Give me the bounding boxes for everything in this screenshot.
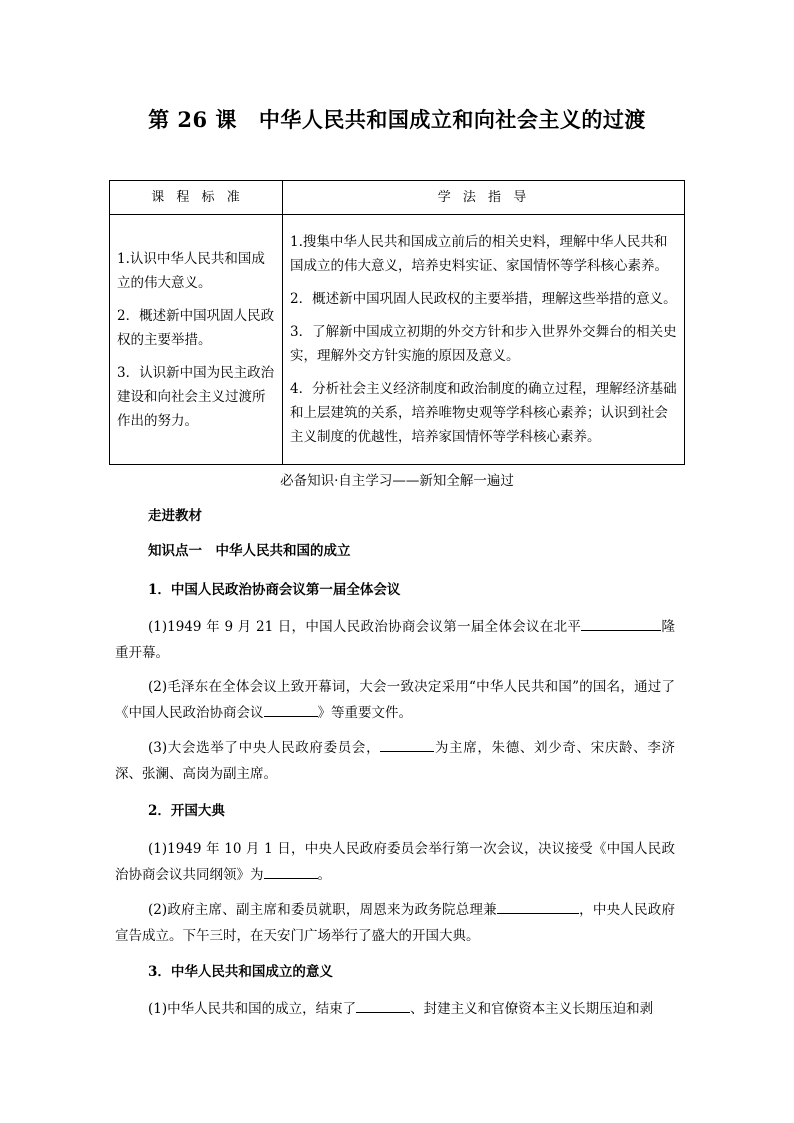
standard-item: 1.认识中华人民共和国成立的伟大意义。 — [117, 250, 265, 291]
para-text: 。 — [317, 867, 331, 883]
para-text: (2)政府主席、副主席和委员就职，周恩来为政务院总理兼 — [148, 902, 497, 918]
table-row — [110, 215, 685, 465]
knowledge-point-title: 知识点一 中华人民共和国的成立 — [148, 543, 351, 559]
para-text: (1)1949 年 9 月 21 日，中国人民政治协商会议第一届全体会议在北平 — [148, 619, 582, 635]
para-text: (1)中华人民共和国的成立，结束了 — [148, 1001, 357, 1017]
sub1-para2 — [115, 674, 675, 726]
para-text: 、封建主义和官僚资本主义长期压迫和剥 — [410, 1001, 654, 1017]
guidance-cell — [283, 215, 685, 465]
standard-item: 3．认识新中国为民主政治建设和向社会主义过渡所作出的努力。 — [117, 364, 275, 429]
sub1-para1 — [115, 614, 675, 666]
sub2-para2 — [115, 897, 675, 949]
guidance-item: 2．概述新中国巩固人民政权的主要举措，理解这些举措的意义。 — [290, 291, 677, 307]
section-header: 必备知识·自主学习——新知全解一遍过 — [280, 473, 514, 489]
sub1-para3 — [115, 735, 675, 787]
lesson-heading: 中华人民共和国成立和向社会主义的过渡 — [258, 107, 646, 132]
intro-heading: 走进教材 — [148, 508, 202, 524]
para-text: 为主席，朱德、刘少奇、宋庆龄、李济深、张澜、高岗为副主席。 — [115, 740, 676, 782]
lesson-number: 第 26 课 — [148, 107, 237, 132]
para-text: 隆重开幕。 — [115, 619, 676, 661]
standards-cell — [110, 215, 283, 465]
table-header-row — [110, 181, 685, 215]
guidance-item: 1.搜集中华人民共和国成立前后的相关史料，理解中华人民共和国成立的伟大意义，培养史料实证、家国情怀等学科核心素养。 — [290, 234, 668, 274]
page-title — [0, 104, 794, 134]
standard-item: 2．概述新中国巩固人民政权的主要举措。 — [117, 307, 275, 348]
fill-blank[interactable] — [581, 615, 661, 631]
para-text: (1)1949 年 10 月 1 日，中央人民政府委员会举行第一次会议，决议接受《中国人民政治协商会议共同纲领》为 — [115, 841, 675, 883]
header-standards: 课 程 标 准 — [110, 181, 283, 215]
sub3-para1 — [115, 996, 675, 1022]
guidance-item: 4．分析社会主义经济制度和政治制度的确立过程，理解经济基础和上层建筑的关系，培养唯物史观等学科核心素养；认识到社会主义制度的优越性，培养家国情怀等学科核心素养。 — [290, 381, 677, 445]
fill-blank[interactable] — [356, 997, 410, 1013]
para-text: 》等重要文件。 — [317, 705, 412, 721]
para-text: (3)大会选举了中央人民政府委员会， — [148, 740, 381, 756]
fill-blank[interactable] — [497, 898, 579, 914]
sub3-title: 3．中华人民共和国成立的意义 — [148, 964, 333, 980]
para-text: ，中央人民政府宣告成立。下午三时，在天安门广场举行了盛大的开国大典。 — [115, 902, 676, 944]
sub2-para1 — [115, 836, 675, 888]
header-guidance: 学 法 指 导 — [283, 181, 685, 215]
fill-blank[interactable] — [264, 701, 318, 717]
para-text: (2)毛泽东在全体会议上致开幕词，大会一致决定采用“中华人民共和国”的国名，通过了《中国人民政治协商会议 — [115, 679, 675, 721]
curriculum-table — [109, 180, 685, 465]
guidance-item: 3．了解新中国成立初期的外交方针和步入世界外交舞台的相关史实，理解外交方针实施的原因及意义。 — [290, 324, 677, 364]
fill-blank[interactable] — [380, 736, 434, 752]
sub2-title: 2．开国大典 — [148, 803, 225, 819]
fill-blank[interactable] — [264, 863, 318, 879]
sub1-title: 1．中国人民政治协商会议第一届全体会议 — [148, 582, 401, 598]
